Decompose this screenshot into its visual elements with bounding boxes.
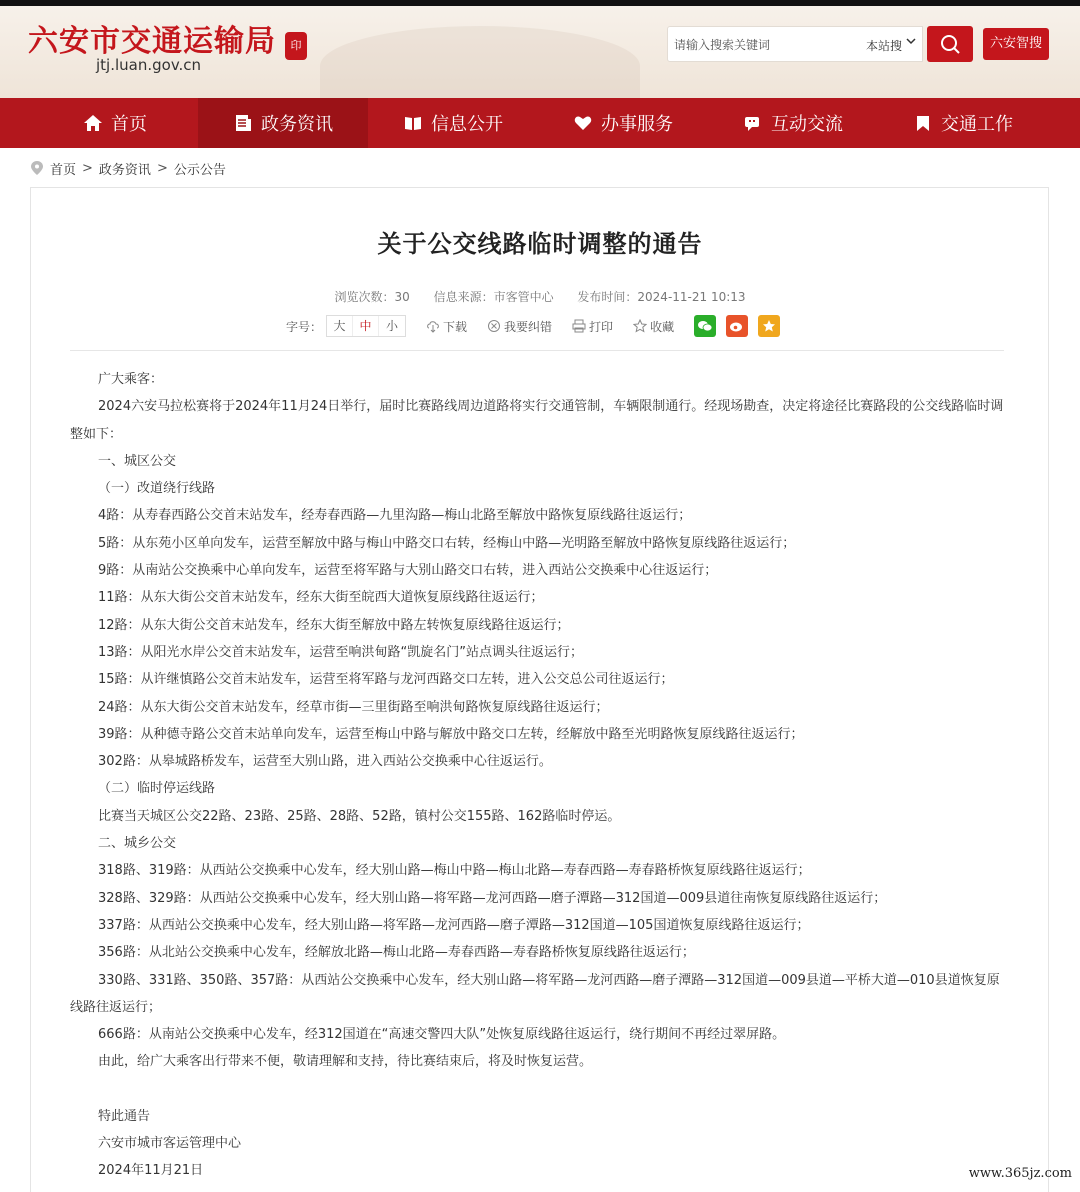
paragraph-spacer [70, 1076, 1010, 1103]
breadcrumb-separator: > [82, 160, 93, 176]
article-paragraph: 二、城乡公交 [98, 836, 177, 852]
article-paragraph: 比赛当天城区公交22路、23路、25路、28路、52路，镇村公交155路、162路临时停运。 [98, 808, 621, 824]
article-paragraph: 337路：从西站公交换乘中心发车，经大别山路—将军路—龙河西路—磨子潭路—312国道—105国道恢复原线路往返运行； [98, 917, 810, 933]
location-icon [30, 160, 44, 176]
article-paragraph: 特此通告 [98, 1108, 151, 1124]
font-large-button[interactable]: 大 [327, 316, 353, 336]
heart-icon [573, 113, 593, 133]
nav-label: 办事服务 [601, 114, 673, 135]
share-wechat-button[interactable] [694, 315, 716, 337]
star-icon [633, 319, 647, 333]
share-weibo-button[interactable] [726, 315, 748, 337]
font-size-label: 字号： [286, 319, 323, 334]
watermark: www.365jz.com [968, 1166, 1072, 1181]
article-paragraph: 15路：从许继慎路公交首末站发车，运营至将军路与龙河西路交口左转，进入公交总公司往返运行； [98, 672, 674, 688]
bookmark-icon [913, 113, 933, 133]
font-medium-button[interactable]: 中 [353, 316, 379, 336]
nav-home[interactable] [30, 98, 200, 148]
font-size-group [326, 315, 406, 337]
search-icon [939, 33, 961, 55]
article-paragraph: 4路：从寿春西路公交首末站发车，经寿春西路—九里沟路—梅山北路至解放中路恢复原线路往返运行； [98, 508, 692, 524]
nav-label: 交通工作 [941, 114, 1013, 135]
nav-label: 信息公开 [431, 114, 503, 135]
favorite-label: 收藏 [650, 319, 675, 334]
site-url: jtj.luan.gov.cn [96, 56, 202, 74]
download-label: 下载 [443, 319, 468, 334]
article-paragraph: 六安市城市客运管理中心 [98, 1136, 242, 1152]
article-paragraph: 由此，给广大乘客出行带来不便，敬请理解和支持，待比赛结束后，将及时恢复运营。 [98, 1054, 593, 1070]
article-meta [0, 288, 1080, 305]
chat-icon [743, 113, 763, 133]
correction-label: 我要纠错 [504, 319, 553, 334]
article-paragraph: 2024年11月21日 [98, 1163, 204, 1179]
article-paragraph: 302路：从皋城路桥发车，运营至大别山路，进入西站公交换乘中心往返运行。 [98, 754, 552, 770]
view-count: 浏览次数：30 [334, 290, 410, 304]
nav-label: 首页 [111, 114, 147, 135]
article-paragraph: 一、城区公交 [98, 453, 177, 469]
article-paragraph: 356路：从北站公交换乘中心发车，经解放北路—梅山北路—寿春西路—寿春路桥恢复原线路往返运行； [98, 945, 695, 961]
meta-divider [70, 350, 1004, 351]
publish-time: 发布时间：2024-11-21 10:13 [577, 290, 746, 304]
article-paragraph: 39路：从种德寺路公交首末站单向发车，运营至梅山中路与解放中路交口左转，经解放中路至光明路恢复原线路往返运行； [98, 726, 804, 742]
search-scope-select[interactable]: 本站搜 [866, 39, 903, 53]
cloud-download-icon [426, 319, 440, 333]
header-decoration [320, 26, 640, 98]
print-button[interactable] [572, 318, 613, 335]
article-paragraph: 328路、329路：从西站公交换乘中心发车，经大别山路—将军路—龙河西路—磨子潭路—312国道—009县道往南恢复原线路往返运行； [98, 890, 887, 906]
search-box [667, 26, 923, 62]
font-small-button[interactable]: 小 [386, 319, 399, 333]
chevron-down-icon[interactable] [906, 35, 916, 50]
article-paragraph: 9路：从南站公交换乘中心单向发车，运营至将军路与大别山路交口右转，进入西站公交换乘中心往返运行； [98, 563, 718, 579]
main-nav [0, 98, 1080, 148]
nav-label: 互动交流 [771, 114, 843, 135]
article-paragraph: 666路：从南站公交换乘中心发车，经312国道在“高速交警四大队”处恢复原线路往返运行，绕行期间不再经过翠屏路。 [98, 1027, 786, 1043]
article-paragraph: 2024六安马拉松赛将于2024年11月24日举行，届时比赛路线周边道路将实行交通管制，车辆限制通行。经现场勘查，决定将途径比赛路段的公交线路临时调整如下： [70, 399, 1004, 442]
book-icon [403, 113, 423, 133]
article-paragraph: 11路：从东大街公交首末站发车，经东大街至皖西大道恢复原线路往返运行； [98, 590, 544, 606]
nav-label: 政务资讯 [261, 114, 333, 135]
breadcrumb-separator: > [156, 160, 168, 176]
article-paragraph: 330路、331路、350路、357路：从西站公交换乘中心发车，经大别山路—将军路—龙河西路—磨子潭路—312国道—009县道—平桥大道—010县道恢复原线路往返运行； [70, 972, 1000, 1015]
qzone-star-icon [762, 319, 776, 333]
search-input[interactable] [674, 33, 854, 57]
breadcrumb-notices[interactable]: 公示公告 [173, 162, 226, 178]
nav-traffic-work[interactable] [878, 98, 1048, 148]
breadcrumb-news[interactable]: 政务资讯 [98, 162, 151, 178]
correction-icon [487, 319, 501, 333]
article-paragraph: （一）改道绕行线路 [98, 481, 216, 497]
nav-news[interactable] [198, 98, 368, 148]
search-button[interactable] [927, 26, 973, 62]
info-source: 信息来源：市客管中心 [433, 290, 554, 304]
nav-interaction[interactable] [708, 98, 878, 148]
print-label: 打印 [589, 319, 614, 334]
article-toolbar [286, 314, 780, 338]
article-paragraph: 5路：从东苑小区单向发车，运营至解放中路与梅山中路交口右转，经梅山中路—光明路至解放中路恢复原线路往返运行； [98, 535, 796, 551]
article-paragraph: 13路：从阳光水岸公交首末站发车，运营至响洪甸路“凯旋名门”站点调头往返运行； [98, 644, 584, 660]
download-button[interactable] [426, 318, 467, 335]
printer-icon [572, 319, 586, 333]
breadcrumb [30, 158, 226, 178]
breadcrumb-home[interactable]: 首页 [50, 162, 77, 178]
share-qzone-button[interactable] [758, 315, 780, 337]
smart-search-button[interactable]: 六安智搜 [983, 28, 1049, 60]
article-paragraph: 12路：从东大街公交首末站发车，经东大街至解放中路左转恢复原线路往返运行； [98, 617, 570, 633]
article-title: 关于公交线路临时调整的通告 [377, 230, 703, 258]
document-icon [233, 113, 253, 133]
home-icon [83, 113, 103, 133]
article-body [70, 366, 1010, 1185]
article-paragraph: （二）临时停运线路 [98, 781, 216, 797]
article-paragraph: 24路：从东大街公交首末站发车，经草市街—三里街路至响洪甸路恢复原线路往返运行； [98, 699, 609, 715]
article-paragraph: 广大乘客： [98, 372, 164, 387]
wechat-icon [697, 319, 713, 333]
favorite-button[interactable] [633, 318, 674, 335]
nav-services[interactable] [538, 98, 708, 148]
site-title[interactable]: 六安市交通运输局 [28, 24, 276, 59]
weibo-icon [729, 319, 745, 333]
seal-icon: 印 [285, 32, 307, 60]
correction-button[interactable] [487, 318, 552, 335]
article-paragraph: 318路、319路：从西站公交换乘中心发车，经大别山路—梅山中路—梅山北路—寿春西路—寿春路桥恢复原线路往返运行； [98, 863, 811, 879]
nav-disclosure[interactable] [368, 98, 538, 148]
